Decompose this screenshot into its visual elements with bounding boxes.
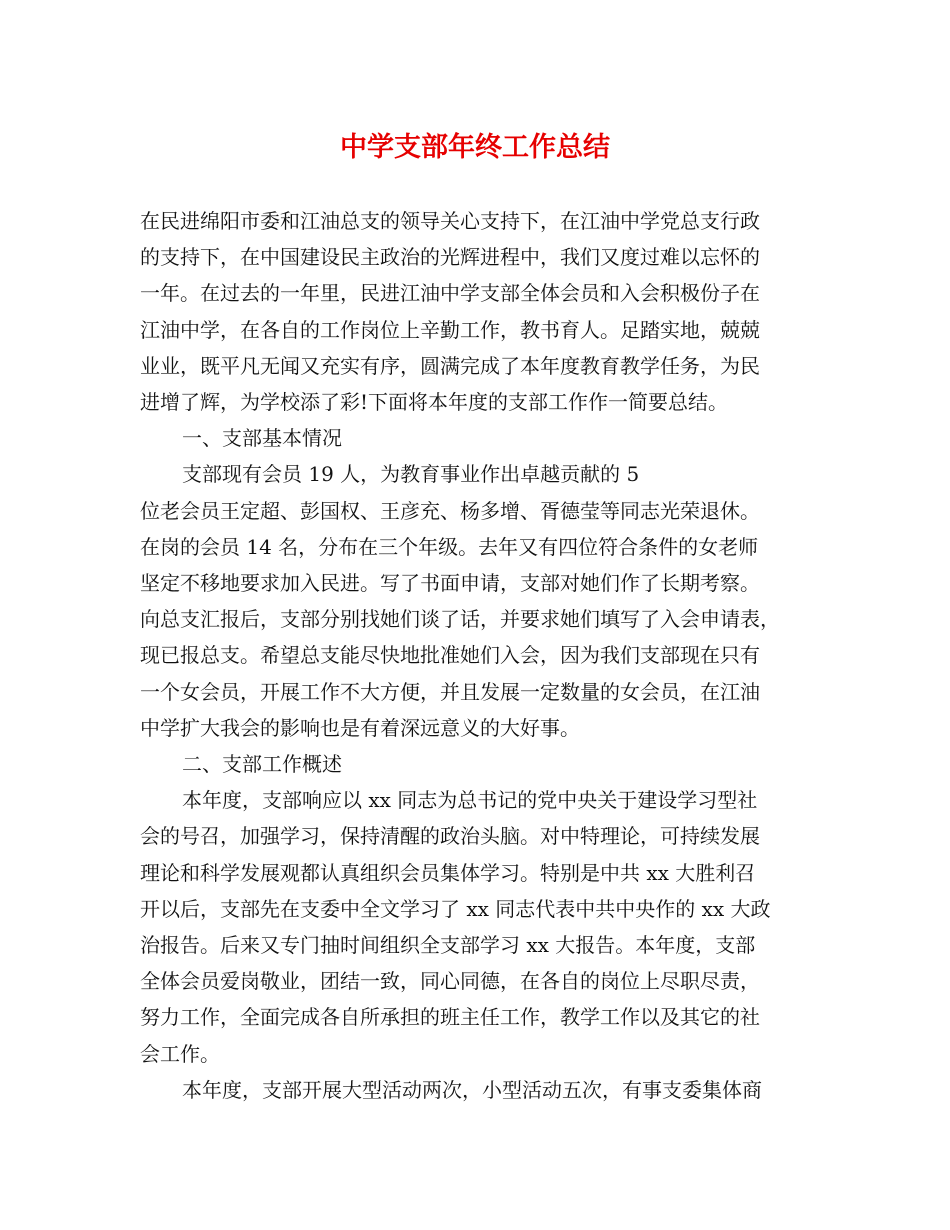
text-line: 坚定不移地要求加入民进。写了书面申请，支部对她们作了长期考察。 [140, 571, 760, 596]
text-line: 在民进绵阳市委和江油总支的领导关心支持下，在江油中学党总支行政 [140, 209, 760, 233]
paragraph [140, 1072, 820, 1108]
text-line: 治报告。后来又专门抽时间组织全支部学习 xx 大报告。本年度，支部 [140, 933, 756, 958]
text-line: 位老会员王定超、彭国权、王彦充、杨多增、胥德莹等同志光荣退休。 [140, 498, 760, 523]
text-line: 会的号召，加强学习，保持清醒的政治头脑。对中特理论，可持续发展 [140, 824, 760, 849]
text-line: 会工作。 [140, 1041, 220, 1066]
text-line: 全体会员爱岗敬业，团结一致，同心同德，在各自的岗位上尽职尽责， [140, 969, 760, 994]
document-title: 中学支部年终工作总结 [340, 132, 610, 163]
paragraph [140, 203, 820, 420]
text-line: 的支持下，在中国建设民主政治的光辉进程中，我们又度过难以忘怀的 [140, 245, 760, 270]
paragraph [140, 746, 820, 782]
text-line: 本年度，支部响应以 xx 同志为总书记的党中央关于建设学习型社 [182, 788, 758, 813]
paragraph [140, 420, 820, 456]
text-line: 一个女会员，开展工作不大方便，并且发展一定数量的女会员，在江油 [140, 679, 760, 704]
text-line: 一年。在过去的一年里，民进江油中学支部全体会员和入会积极份子在 [140, 281, 760, 306]
text-line: 向总支汇报后，支部分别找她们谈了话，并要求她们填写了入会申请表， [140, 607, 780, 632]
text-line: 中学扩大我会的影响也是有着深远意义的大好事。 [140, 715, 580, 740]
text-line: 开以后，支部先在支委中全文学习了 xx 同志代表中共中央作的 xx 大政 [140, 896, 771, 921]
text-line: 二、支部工作概述 [182, 752, 342, 777]
paragraph [140, 782, 820, 818]
text-line: 在岗的会员 14 名，分布在三个年级。去年又有四位符合条件的女老师 [140, 534, 759, 559]
paragraph [140, 818, 820, 1071]
text-line: 本年度，支部开展大型活动两次，小型活动五次，有事支委集体商 [182, 1077, 762, 1102]
text-line: 理论和科学发展观都认真组织会员集体学习。特别是中共 xx 大胜利召 [140, 860, 756, 885]
text-line: 支部现有会员 19 人，为教育事业作出卓越贡献的 5 [182, 462, 640, 487]
text-line: 现已报总支。希望总支能尽快地批准她们入会，因为我们支部现在只有 [140, 643, 760, 668]
document-body [140, 203, 820, 1108]
text-line: 一、支部基本情况 [182, 426, 342, 451]
text-line: 江油中学，在各自的工作岗位上辛勤工作，教书育人。足踏实地，兢兢 [140, 317, 760, 342]
paragraph [140, 493, 820, 746]
text-line: 努力工作，全面完成各自所承担的班主任工作，教学工作以及其它的社 [140, 1005, 760, 1030]
text-line: 进增了辉，为学校添了彩!下面将本年度的支部工作作一简要总结。 [140, 390, 729, 415]
paragraph [140, 456, 820, 492]
text-line: 业业，既平凡无闻又充实有序，圆满完成了本年度教育教学任务，为民 [140, 353, 760, 378]
